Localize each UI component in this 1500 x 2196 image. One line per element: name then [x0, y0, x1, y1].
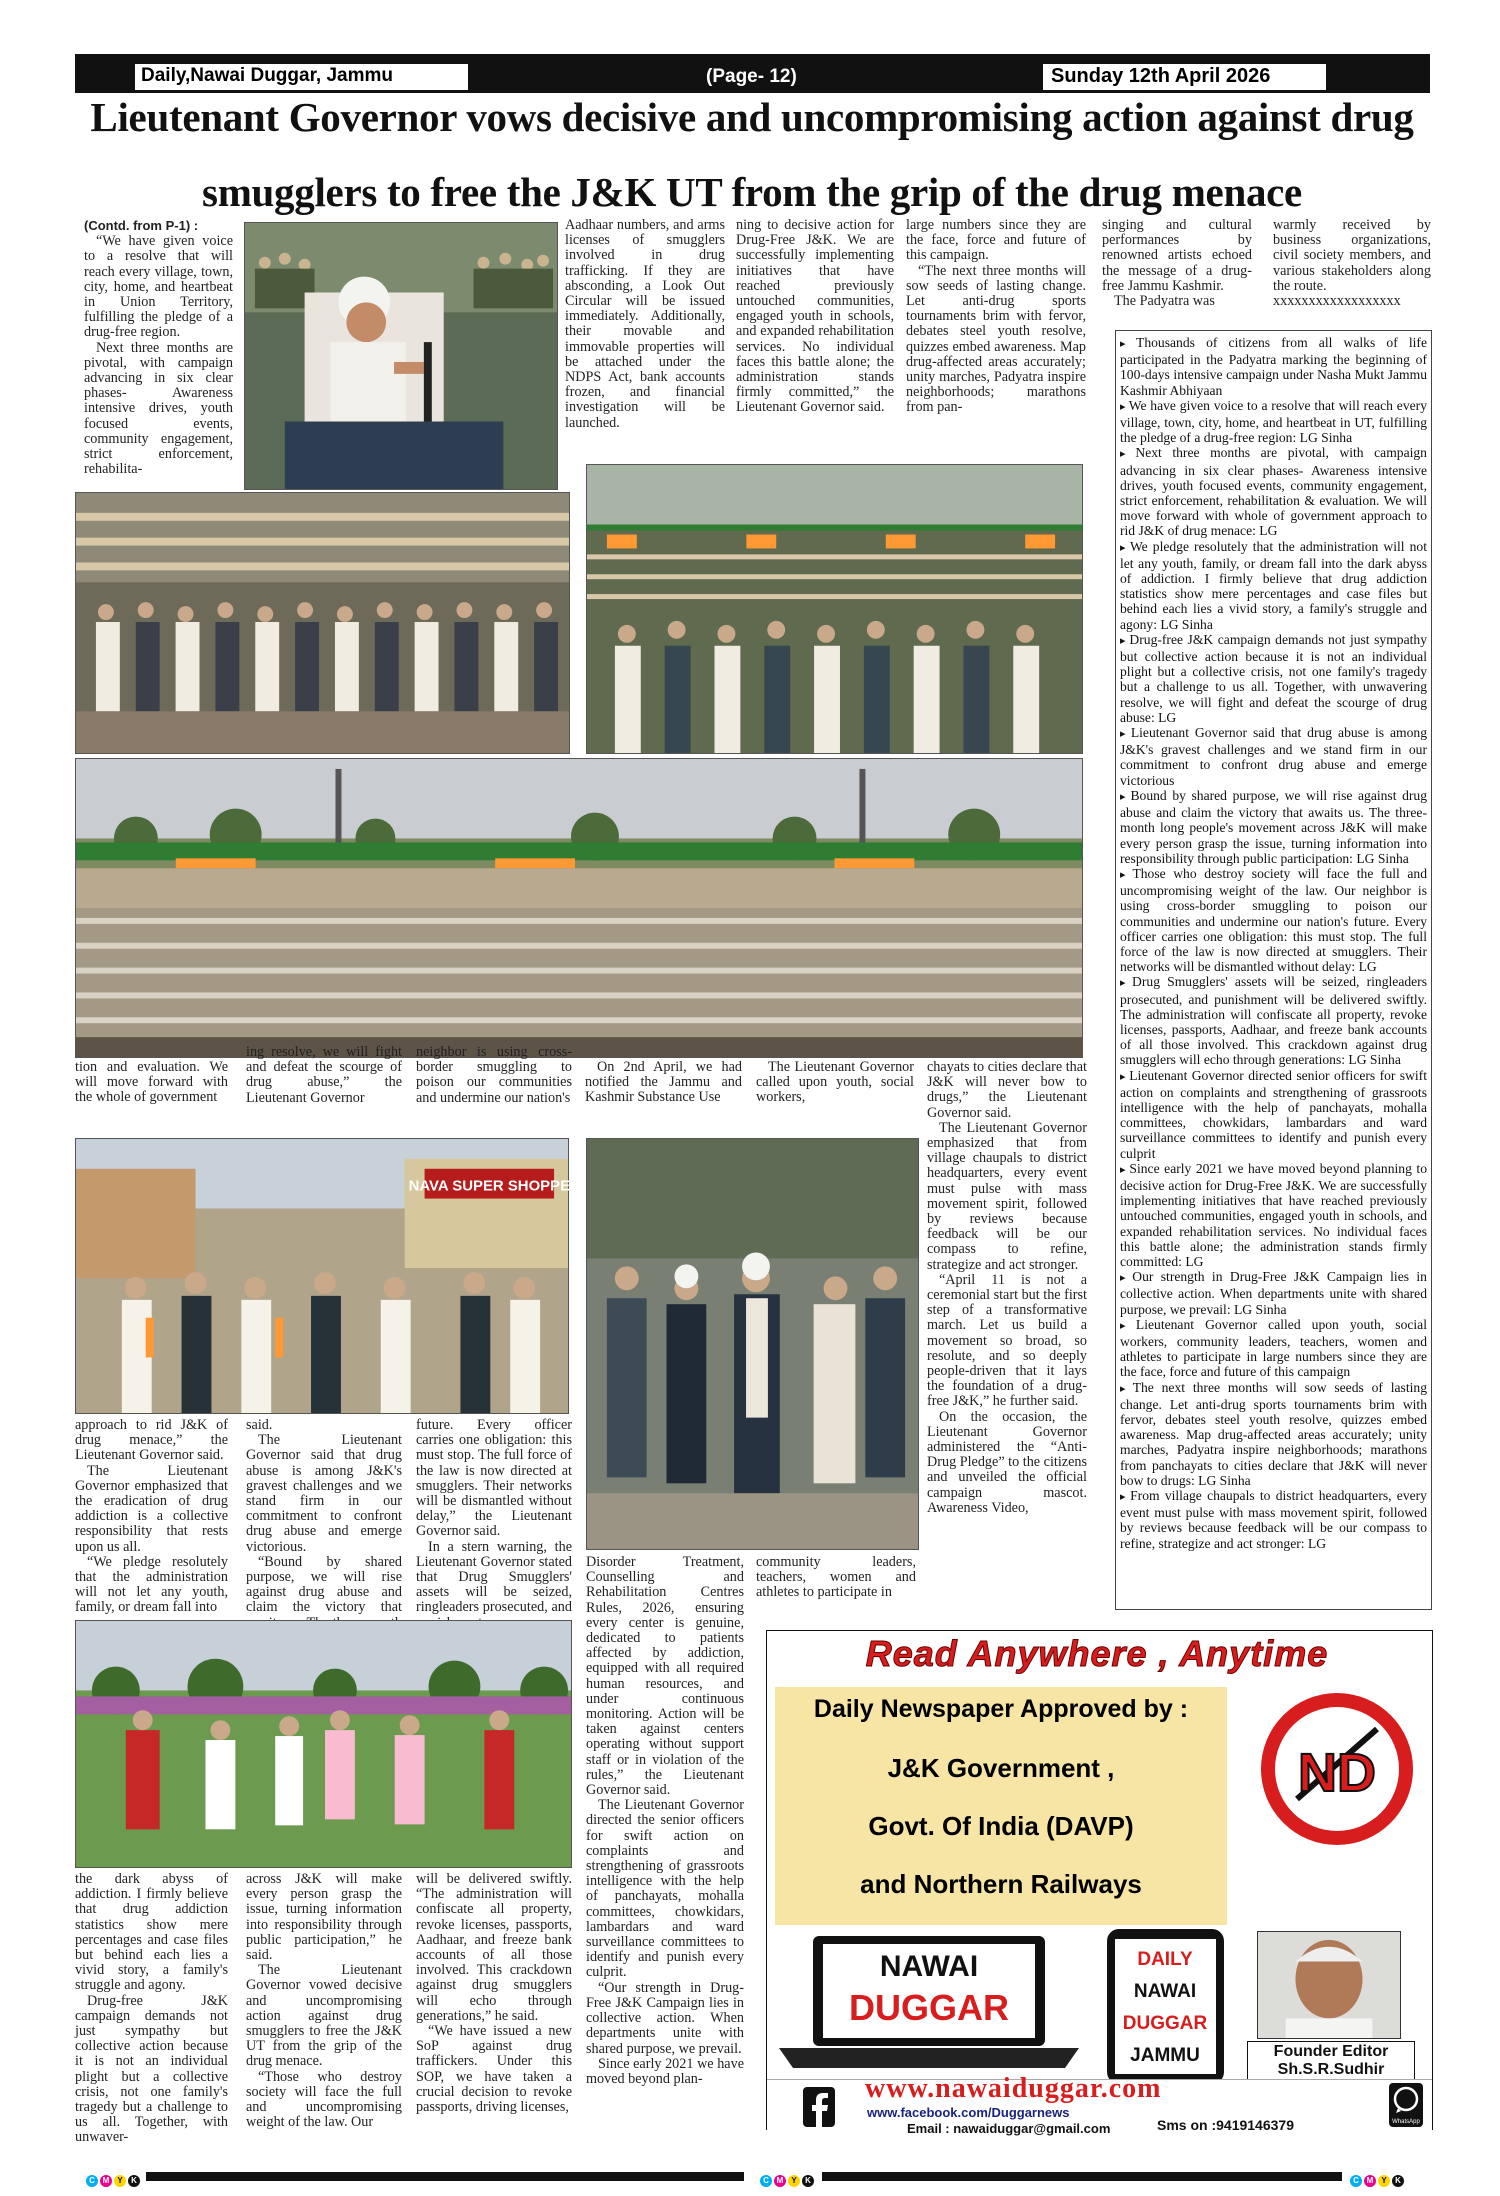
article-paragraph: “April 11 is not a ceremonial start but the first step of a transformative march. Let us build a movement so broad, so resolute, and so deeply people-driven that it lays the foundation of a drug-free J&K,” he further said. [927, 1271, 1087, 1410]
article-paragraph: ning to decisive action for Drug-Free J&K. We are successfully implementing initiatives that have reached previously untouched communities, engaged youth in schools, and expanded rehabilitation services. No individual faces this battle alone; the administration stands firmly committed,” the Lieutenant Governor said. [736, 217, 894, 416]
article-paragraph: the dark abyss of addiction. I firmly believe that drug addiction statistics show mere percentages and case files but behind each lies a vivid story, a family's struggle and agony. [75, 1871, 228, 1994]
editor-title: Founder Editor [1273, 2043, 1389, 2060]
article-column-m6 [927, 1060, 1087, 1580]
laptop-icon [779, 1936, 1079, 2071]
approval-line-1: Daily Newspaper Approved by : [813, 1695, 1189, 1723]
article-paragraph: “We have issued a new SoP against drug traffickers. Under this SOP, we have taken a crucial decision to revoke passports, driving licenses, [416, 2023, 572, 2116]
article-column-l5 [756, 1555, 916, 1621]
highlight-item: ▸ We pledge resolutely that the administration will not let any youth, family, or dream fall into the dark abyss of addiction. I firmly believe that drug addiction statistics show mere percentages and case files but behind each lies a vivid story, a family's struggle and agony: LG Sinha [1120, 539, 1427, 632]
highlight-item: ▸ The next three months will sow seeds of lasting change. Let anti-drug sports tournaments brim with fervor, debates steel youth resolve, quizzes embed awareness. Map drug-affected areas accurately; unity marches, Padyatra inspire neighborhoods; marathons from panchayats to cities declare that J&K will never bow to drugs: LG Sinha [1120, 1380, 1427, 1488]
highlight-item: ▸ Bound by shared purpose, we will rise against drug abuse and claim the victory that awaits us. The three-month long people's movement across J&K will make every person grasp the issue, turning information into responsibility through public participation: LG Sinha [1120, 788, 1427, 866]
approval-line-4: and Northern Railways [860, 1869, 1142, 1899]
cmyk-cyan: C [86, 2175, 98, 2187]
highlight-item: ▸ Drug-free J&K campaign demands not just sympathy but collective action because it is not an individual plight but a collective crisis, not one family's tragedy but a challenge to us all. Together, with unwavering resolve, we will fight and defeat the scourge of drug abuse: LG [1120, 632, 1427, 725]
highlights-box [1115, 330, 1432, 1610]
masthead-name: Daily,Nawai Duggar, Jammu [135, 64, 468, 90]
article-paragraph: The Lieutenant Governor said that drug abuse is among J&K's gravest challenges and we stand firm in our commitment to confront drug abuse and emerge victorious. [246, 1432, 402, 1555]
article-paragraph: Since early 2021 we have moved beyond plan- [586, 2055, 744, 2087]
cmyk-cyan: C [760, 2175, 772, 2187]
highlight-item: ▸ Those who destroy society will face the full and uncompromising weight of the law. Our neighbor is using cross-border smuggling to poison our communities and undermine our nation's future. Every officer carries one obligation: this must stop. The full force of the law is now directed at smugglers. Their networks will be dismantled without delay: LG [1120, 866, 1427, 974]
article-paragraph: singing and cultural performances by renowned artists echoed the message of a drug-free Jammu Kashmir. [1102, 217, 1252, 294]
email-address[interactable]: Email : nawaiduggar@gmail.com [907, 2121, 1111, 2136]
whatsapp-icon [1389, 2083, 1423, 2127]
phone-text-1: DAILY [1137, 1949, 1193, 1970]
article-paragraph: “We pledge resolutely that the administration will not let any youth, family, or dream fall into [75, 1553, 228, 1616]
article-column-l1 [75, 1418, 228, 1618]
cmyk-cyan: C [1350, 2175, 1362, 2187]
article-column-m2 [246, 1045, 402, 1135]
photo-cultural-dance [75, 1620, 572, 1868]
cmyk-marks-right [1350, 2170, 1406, 2188]
article-column-5 [906, 218, 1086, 458]
article-paragraph: xxxxxxxxxxxxxxxxxx [1273, 293, 1401, 310]
photo-stadium-stage-pledge [586, 464, 1083, 754]
cmyk-yellow: Y [114, 2175, 126, 2187]
article-paragraph: warmly received by business organizations, civil society members, and various stakeholders along the route. [1273, 217, 1431, 294]
article-column-1 [84, 218, 233, 488]
article-paragraph: The Lieutenant Governor emphasized that the eradication of drug addiction is a collective responsibility that rests upon us all. [75, 1462, 228, 1555]
whatsapp-label: WhatsApp [1392, 2119, 1420, 2125]
article-paragraph: On 2nd April, we had notified the Jammu and Kashmir Substance Use [585, 1059, 742, 1106]
cmyk-marks-center [760, 2170, 816, 2188]
continued-label: (Contd. from P-1) : [84, 218, 199, 233]
article-paragraph: Drug-free J&K campaign demands not just sympathy but collective action because it is not an individual plight but a collective crisis, not one family's tragedy but a challenge to us all. Together, with unwaver- [75, 1992, 228, 2146]
article-paragraph: large numbers since they are the face, force and future of this campaign. [906, 217, 1086, 264]
ad-title: Read Anywhere , Anytime [865, 1633, 1329, 1674]
article-column-b1 [75, 1872, 228, 2168]
article-paragraph: chayats to cities declare that J&K will never bow to drugs,” the Lieutenant Governor said. [927, 1059, 1087, 1121]
article-paragraph: “Our strength in Drug-Free J&K Campaign lies in collective action. When departments unite with shared purpose, we prevail. [586, 1979, 744, 2057]
article-paragraph: The Lieutenant Governor vowed decisive and uncompromising action against drug smugglers to free the J&K UT from the grip of the drug menace. [246, 1962, 402, 2070]
facebook-link[interactable]: www.facebook.com/Duggarnews [867, 2105, 1070, 2120]
article-paragraph: On the occasion, the Lieutenant Governor administered the “Anti-Drug Pledge” to the citizens and unveiled the official campaign mascot. Awareness Video, [927, 1408, 1087, 1516]
cmyk-magenta: M [100, 2175, 112, 2187]
article-paragraph: neighbor is using cross-border smuggling to poison our communities and undermine our nation's [416, 1044, 572, 1106]
phone-text-4: JAMMU [1130, 2045, 1200, 2066]
footer-rule-right [822, 2172, 1342, 2181]
article-column-l2 [246, 1418, 402, 1618]
article-paragraph: The Lieutenant Governor directed the senior officers for swift action on complaints and strengthening of grassroots intelligence with the help of panchayats, mohalla committees, chowkidars, lambardars and ward surveillance committees to identify and punish every culprit. [586, 1797, 744, 1981]
highlight-item: ▸ Thousands of citizens from all walks of life participated in the Padyatra marking the beginning of 100-days intensive campaign under Nasha Mukt Jammu Kashmir Abhiyaan [1120, 335, 1427, 398]
article-paragraph: The Lieutenant Governor called upon youth, social workers, [756, 1059, 914, 1106]
article-paragraph: Aadhaar numbers, and arms licenses of smugglers involved in drug trafficking. If they are absconding, a Look Out Circular will be issued immediately. Additionally, their movable and immovable properties will be attached under the NDPS Act, bank accounts frozen, and financial investigation will be launched. [565, 217, 725, 431]
article-paragraph: The Padyatra was [1114, 293, 1215, 310]
approval-panel [775, 1687, 1227, 1925]
highlight-item: ▸ Lieutenant Governor called upon youth, social workers, community leaders, teachers, women and athletes to participate in large numbers since they are the face, force and future of this campaign [1120, 1317, 1427, 1380]
highlight-item: ▸ From village chaupals to district headquarters, every event must pulse with mass movement spirit, followed by reviews because feedback will be our compass to refine, strategize and act stronger: LG [1120, 1488, 1427, 1551]
article-paragraph: The Lieutenant Governor emphasized that from village chaupals to district headquarters, every event must pulse with mass movement spirit, followed by reviews because feedback will be our compass to refine, strategize and act stronger. [927, 1119, 1087, 1273]
photo-stadium-crowd [75, 758, 1083, 1058]
phone-icon [1103, 1929, 1228, 2084]
highlight-item: ▸ Drug Smugglers' assets will be seized, ringleaders prosecuted, and punishment will be delivered swiftly. The administration will confiscate all property, revoke licenses, passports, Aadhaar, and freeze bank accounts of all those involved. This crackdown against drug smugglers will echo through generations: LG Sinha [1120, 974, 1427, 1067]
editor-name: Sh.S.R.Sudhir [1277, 2061, 1385, 2078]
highlight-item: ▸ We have given voice to a resolve that will reach every village, town, city, home, and heartbeat in UT, fulfilling the pledge of a drug-free region: LG Sinha [1120, 398, 1427, 446]
article-paragraph: said. [246, 1417, 273, 1433]
laptop-text-2: DUGGAR [849, 1987, 1009, 2028]
article-paragraph: approach to rid J&K of drug menace,” the Lieutenant Governor said. [75, 1417, 228, 1464]
article-column-b2 [246, 1872, 402, 2168]
cmyk-black: K [128, 2175, 140, 2187]
article-paragraph: tion and evaluation. We will move forward with the whole of government [75, 1059, 228, 1106]
facebook-icon [803, 2087, 835, 2127]
page-headline [72, 94, 1432, 216]
article-column-b3 [416, 1872, 572, 2168]
article-paragraph: Disorder Treatment, Counselling and Rehabilitation Centres Rules, 2026, ensuring every center is genuine, dedicated to patients affected by addiction, equipped with all required human resources, and under continuous monitoring. Action will be taken against centers operating without support staff or in violation of the rules,” the Lieutenant Governor said. [586, 1554, 744, 1799]
approval-line-3: Govt. Of India (DAVP) [868, 1811, 1134, 1841]
cmyk-magenta: M [1364, 2175, 1376, 2187]
founder-editor-caption [1247, 2041, 1415, 2081]
article-paragraph: “Those who destroy society will face the full and uncompromising weight of the law. Our [246, 2068, 402, 2131]
photo-padyatra-market [75, 1138, 569, 1414]
cmyk-magenta: M [774, 2175, 786, 2187]
highlight-item: ▸ Next three months are pivotal, with campaign advancing in six clear phases- Awareness intensive drives, youth focused events, community engagement, strict enforcement, rehabilitation & evaluation. We will move forward with whole of government approach to rid J&K of drug menace: LG [1120, 445, 1427, 538]
photo-lg-leading-walk [586, 1138, 919, 1550]
highlight-item: ▸ Lieutenant Governor said that drug abuse is among J&K's gravest challenges and we stand firm in our commitment to confront drug abuse and emerge victorious [1120, 725, 1427, 788]
cmyk-yellow: Y [788, 2175, 800, 2187]
article-paragraph: “We have given voice to a resolve that will reach every village, town, city, home, and heartbeat in Union Territory, fulfilling the pledge of a drug-free region. [84, 233, 233, 341]
phone-text-2: NAWAI [1133, 1981, 1197, 2002]
article-paragraph: future. Every officer carries one obligation: this must stop. The full force of the law is now directed at smugglers. Their networks will be dismantled without delay,” the Lieutenant Governor said. [416, 1417, 572, 1540]
footer-rule-left [146, 2172, 744, 2181]
article-paragraph: ing resolve, we will fight and defeat the scourge of drug abuse,” the Lieutenant Governor [246, 1044, 402, 1106]
article-column-l3 [416, 1418, 572, 1618]
article-paragraph: “Bound by shared purpose, we will rise against drug abuse and claim the victory that [246, 1553, 402, 1616]
cmyk-black: K [1392, 2175, 1404, 2187]
article-column-l4 [586, 1555, 744, 2155]
article-column-m5 [756, 1060, 914, 1140]
laptop-text-1: NAWAI [879, 1950, 979, 1983]
shop-sign-text: NAVA SUPER SHOPPE [408, 1178, 571, 1195]
newspaper-advertisement [766, 1630, 1433, 2136]
highlight-item: ▸ Since early 2021 we have moved beyond planning to decisive action for Drug-Free J&K. We are successfully implementing initiatives that have reached previously untouched communities, engaged youth in schools, and expanded rehabilitation services. No individual faces this battle alone; the administration stands firmly committed: LG [1120, 1161, 1427, 1269]
article-paragraph: In a stern warning, the Lieutenant Governor stated that Drug Smugglers' assets will be seized, ringleaders prosecuted, and [416, 1538, 572, 1616]
article-column-m1 [75, 1060, 228, 1140]
photo-officials-taking-pledge [75, 492, 570, 754]
photo-lg-addressing-rally [244, 222, 558, 490]
article-column-7 [1273, 218, 1431, 318]
article-column-m3 [416, 1045, 572, 1135]
approval-line-2: J&K Government , [887, 1753, 1115, 1783]
phone-text-3: DUGGAR [1122, 2013, 1208, 2034]
cmyk-marks-left [86, 2170, 142, 2188]
page-number: (Page- 12) [706, 66, 797, 87]
article-paragraph: Next three months are pivotal, with campaign advancing in six clear phases- Awareness intensive drives, youth focused events, community engagement, strict enforcement, rehabilita- [84, 339, 233, 478]
headline-line-2: smugglers to free the J&K UT from the grip of the drug menace [202, 169, 1302, 216]
article-column-6 [1102, 218, 1252, 318]
issue-date: Sunday 12th April 2026 [1043, 64, 1326, 90]
article-paragraph: across J&K will make every person grasp the issue, turning information into responsibility through public participation,” he said. [246, 1871, 402, 1964]
headline-line-1: Lieutenant Governor vows decisive and uncompromising action against drug [90, 94, 1414, 140]
highlight-item: ▸ Our strength in Drug-Free J&K Campaign lies in collective action. When departments unite with shared purpose, we prevail: LG Sinha [1120, 1269, 1427, 1317]
founder-editor-photo [1257, 1931, 1401, 2039]
article-column-m4 [585, 1060, 742, 1140]
nd-logo-icon [1257, 1689, 1417, 1849]
sms-number: Sms on :9419146379 [1157, 2117, 1294, 2133]
cmyk-yellow: Y [1378, 2175, 1390, 2187]
article-paragraph: “The next three months will sow seeds of lasting change. Let anti-drug sports tournaments brim with fervor, debates steel youth resolve, quizzes embed awareness. Map drug-affected areas accurately; unity marches, Padyatra inspire neighborhoods; marathons from pan- [906, 262, 1086, 416]
cmyk-black: K [802, 2175, 814, 2187]
article-paragraph: will be delivered swiftly. “The administration will confiscate all property, revoke licenses, passports, Aadhaar, and freeze bank accounts of all those involved. This crackdown against drug smugglers will echo through generations,” he said. [416, 1871, 572, 2024]
highlight-item: ▸ Lieutenant Governor directed senior officers for swift action on complaints and strengthening of grassroots intelligence with the help of panchayats, mohalla committees, chowkidars, lambardars and ward surveillance committees to identify and punish every culprit [1120, 1068, 1427, 1161]
website-link[interactable]: www.nawaiduggar.com [865, 2073, 1162, 2104]
logo-text: ND [1298, 1743, 1376, 1803]
article-paragraph: community leaders, teachers, women and athletes to participate in [756, 1554, 916, 1601]
